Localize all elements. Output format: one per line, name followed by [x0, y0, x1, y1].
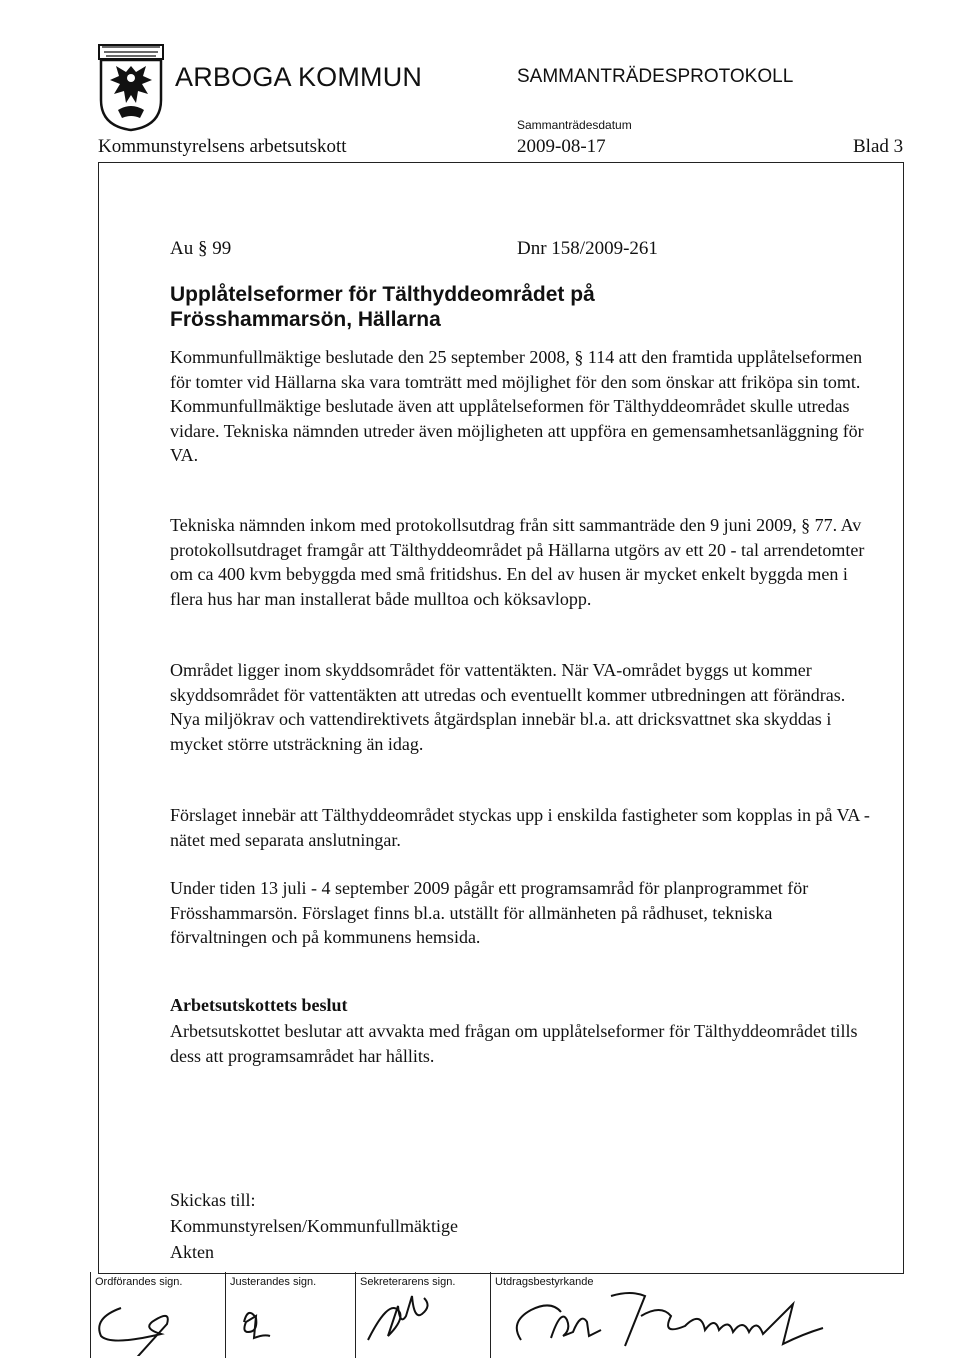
meeting-date: 2009-08-17: [517, 136, 606, 157]
paragraph-id: Au § 99: [170, 238, 232, 259]
chair-signature-icon: [91, 1286, 221, 1356]
item-title: [170, 282, 870, 332]
secretary-signature-label: Sekreterarens sign.: [360, 1276, 456, 1288]
chair-signature-box: [90, 1272, 221, 1358]
distribution-heading: Skickas till:: [170, 1190, 256, 1210]
coat-of-arms-icon: [98, 44, 164, 132]
secretary-signature-box: [355, 1272, 491, 1358]
page-number: Blad 3: [853, 136, 904, 157]
item-title-line2: Frösshammarsön, Hällarna: [170, 308, 441, 331]
adjuster-signature-label: Justerandes sign.: [230, 1276, 317, 1288]
body-paragraph-technical-board: Tekniska nämnden inkom med protokollsutdrag från sitt sammanträde den 9 juni 2009, § 77. Av protokollsutdraget framgår att Tälthyddeområdet på Hällarna utgörs av ett 20 - tal arrendetomter om ca 400 kvm bebyggda med små fritidshus. En del av husen är mycket enkelt byggda men i flera hus har man installerat både mulltoa och köksavlopp.: [170, 515, 865, 609]
adjuster-signature-box: [225, 1272, 356, 1358]
decision-text: Arbetsutskottet beslutar att avvakta med frågan om upplåtelseformer för Tälthyddeområdet tills dess att programsamrådet har hållits.: [170, 1021, 858, 1066]
adjuster-signature-icon: [226, 1286, 356, 1356]
secretary-signature-icon: [356, 1286, 491, 1356]
extract-signature-label: Utdragsbestyrkande: [495, 1276, 594, 1288]
body-paragraph-consultation: Under tiden 13 juli - 4 september 2009 pågår ett programsamråd för planprogrammet för Frösshammarsön. Förslaget finns bl.a. utställt för allmänheten på rådhuset, tekniska förvaltningen och på kommunens hemsida.: [170, 878, 809, 947]
meeting-date-label: Sammanträdesdatum: [517, 118, 632, 132]
distribution-recipient: Akten: [170, 1242, 214, 1262]
decision-heading: Arbetsutskottets beslut: [170, 995, 348, 1015]
committee-name: Kommunstyrelsens arbetsutskott: [98, 136, 347, 157]
item-title-line1: Upplåtelseformer för Tälthyddeområdet på: [170, 283, 595, 306]
organization-name: ARBOGA KOMMUN: [175, 62, 423, 92]
body-paragraph-background: Kommunfullmäktige beslutade den 25 september 2008, § 114 att den framtida upplåtelseformen för tomter vid Hällarna ska vara tomträtt med möjlighet för den som önskar att friköpa sin tomt. Kommunfullmäktige beslutade även att upplåtelseformen för Tälthyddeområdet skulle utredas vidare. Tekniska nämnden utreder även möjligheten att uppföra en gemensamhetsanläggning för VA.: [170, 347, 864, 465]
signature-area: [90, 1272, 902, 1358]
body-paragraph-proposal: Förslaget innebär att Tälthyddeområdet styckas upp i enskilda fastigheter som kopplas in på VA - nätet med separata anslutningar.: [170, 805, 870, 850]
registration-number: Dnr 158/2009-261: [517, 238, 658, 259]
body-paragraph-protection-area: Området ligger inom skyddsområdet för vattentäkten. När VA-området byggs ut kommer skyddsområdet för vattentäkten att utredas och eventuellt kommer utbredningen att förändras. Nya miljökrav och vattendirektivets åtgärdsplan innebär bl.a. att dricksvattnet ska skyddas i mycket större utsträckning än idag.: [170, 660, 846, 754]
distribution-list: [170, 1187, 458, 1265]
chair-signature-label: Ordförandes sign.: [95, 1276, 183, 1288]
extract-signature-box: [490, 1272, 903, 1358]
extract-signature-icon: [491, 1286, 903, 1356]
distribution-recipient: Kommunstyrelsen/Kommunfullmäktige: [170, 1216, 458, 1236]
document-type: SAMMANTRÄDESPROTOKOLL: [517, 66, 794, 87]
